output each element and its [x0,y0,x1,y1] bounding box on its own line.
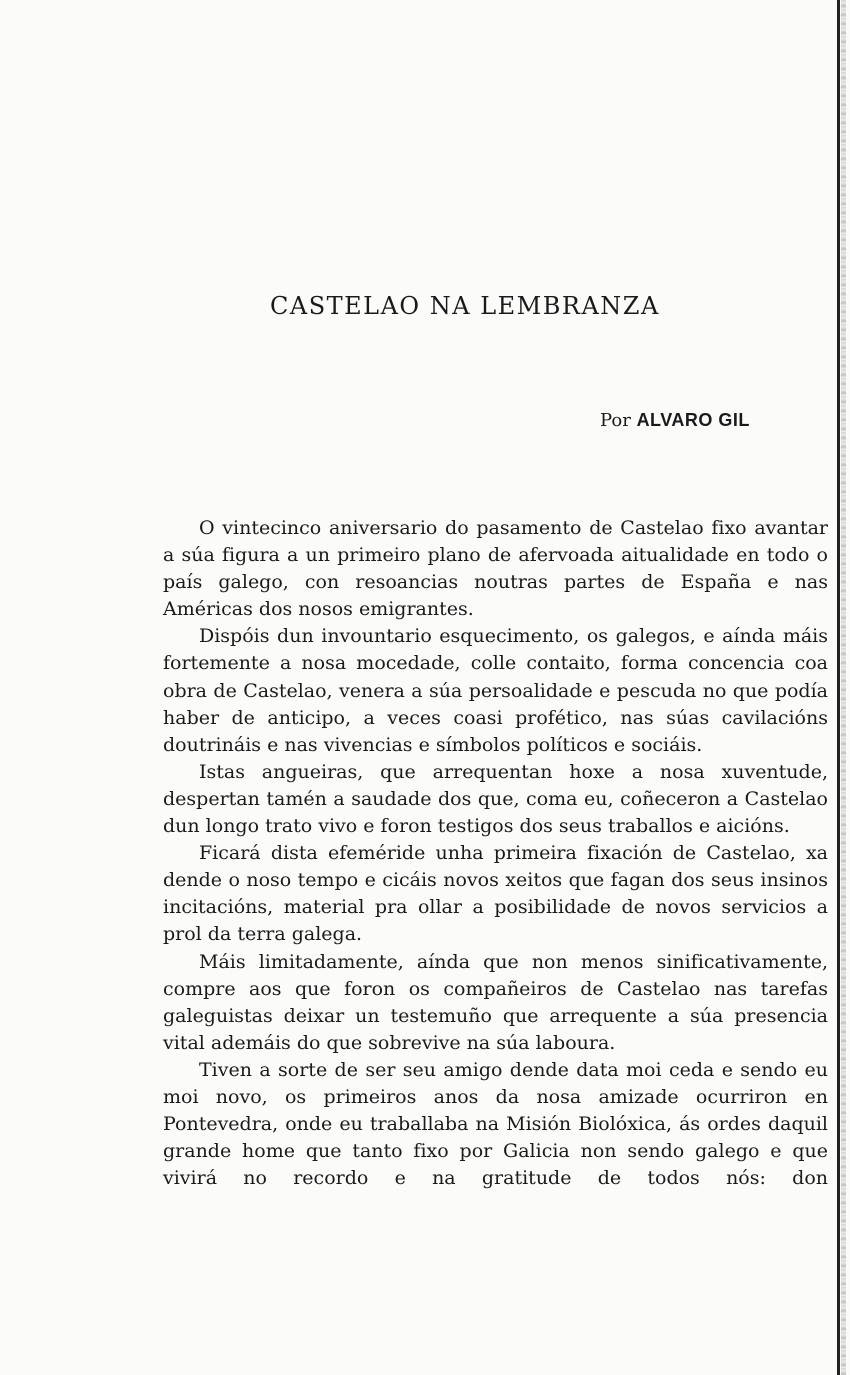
byline [600,410,750,431]
paragraph-6: Tiven a sorte de ser seu amigo dende data moi ceda e sendo eu moi novo, os primeiros anos da nosa amizade ocurriron en Pontevedra, onde eu traballaba na Misión Biolóxica, ás ordes daquil grande home que tanto fixo por Galicia non sendo galego e que vivirá no recordo e na gratitude de todos nós: don [163,1058,828,1190]
author-name: ALVARO GIL [636,410,750,430]
article-body [163,515,828,1192]
paragraph-3: Istas angueiras, que arrequentan hoxe a nosa xuventude, despertan tamén a saudade dos que, coma eu, coñeceron a Castelao dun longo trato vivo e foron testigos dos seus traballos e aicións. [163,760,828,838]
paragraph-4: Ficará dista efeméride unha primeira fixación de Castelao, xa dende o noso tempo e cicáis novos xeitos que fagan dos seus insinos incitacións, material pra ollar a posibilidade de novos servicios a prol da terra galega. [163,842,828,946]
page-edge-shadow [841,0,846,1375]
article-title: CASTELAO NA LEMBRANZA [270,292,660,320]
paragraph-2: Dispóis dun invountario esquecimento, os galegos, e aínda máis fortemente a nosa mocedade, colle contaito, forma concencia coa obra de Castelao, venera a súa persoalidade e pescuda no que podía haber de anticipo, a veces coasi profético, nas súas cavilacións doutrináis e nas vivencias e símbolos políticos e sociáis. [163,625,828,756]
byline-prefix: Por [600,410,631,431]
page-edge [837,0,840,1375]
paragraph-5: Máis limitadamente, aínda que non menos sinificativamente, compre aos que foron os compañeiros de Castelao nas tarefas galeguistas deixar un testemuño que arrequente a súa presencia vital ademáis do que sobrevive na súa laboura. [163,950,828,1054]
paragraph-1: O vintecinco aniversario do pasamento de Castelao fixo avantar a súa figura a un primeiro plano de afervoada aitualidade en todo o país galego, con resoancias noutras partes de España e nas Américas dos nosos emigrantes. [163,517,828,621]
